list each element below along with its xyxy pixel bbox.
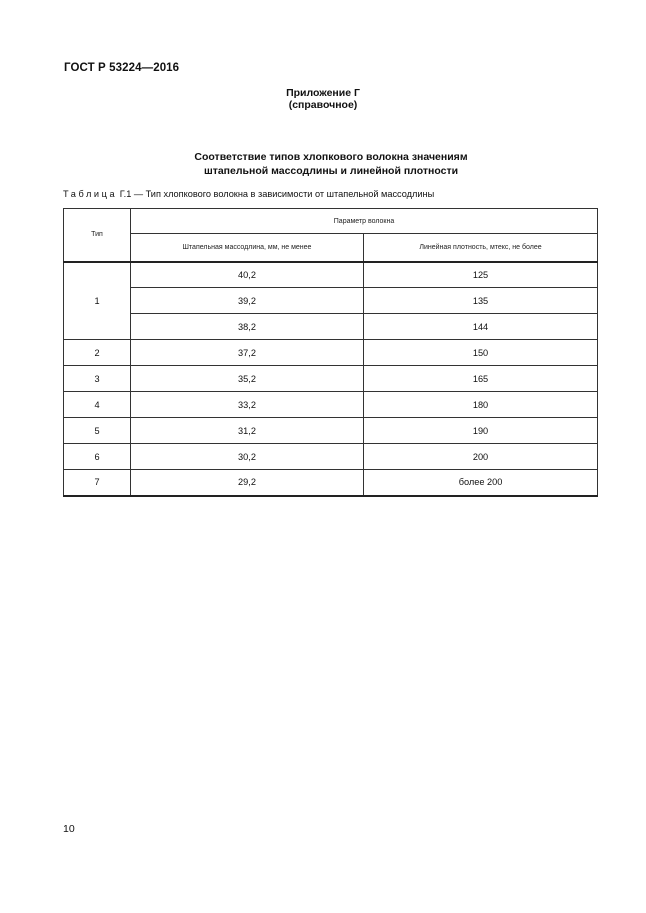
density-cell: 150 [364, 340, 598, 366]
table-row [64, 366, 598, 392]
document-code: ГОСТ Р 53224—2016 [64, 62, 180, 74]
length-cell: 39,2 [131, 288, 364, 314]
density-cell: 200 [364, 444, 598, 470]
type-cell: 2 [64, 340, 131, 366]
density-cell: 144 [364, 314, 598, 340]
header-fiber-parameter: Параметр волокна [131, 209, 598, 234]
table-row [64, 470, 598, 496]
length-cell: 33,2 [131, 392, 364, 418]
table-row [64, 418, 598, 444]
table-row [64, 444, 598, 470]
table-header [64, 209, 598, 262]
table-caption [63, 189, 434, 199]
appendix-title: Приложение Г [286, 87, 360, 99]
density-cell: 180 [364, 392, 598, 418]
type-cell: 5 [64, 418, 131, 444]
table-row [64, 340, 598, 366]
appendix-heading [0, 87, 646, 111]
section-title [0, 151, 646, 178]
header-type: Тип [64, 209, 131, 262]
length-cell: 35,2 [131, 366, 364, 392]
section-title-line-2: штапельной массодлины и линейной плотности [203, 164, 459, 177]
table-row [64, 392, 598, 418]
table-caption-text: Г.1 — Тип хлопкового волокна в зависимости от штапельной массодлины [119, 189, 435, 199]
length-cell: 38,2 [131, 314, 364, 340]
header-staple-length: Штапельная массодлина, мм, не менее [131, 234, 364, 262]
length-cell: 31,2 [131, 418, 364, 444]
density-cell: 165 [364, 366, 598, 392]
table-row [64, 288, 598, 314]
header-linear-density: Линейная плотность, мтекс, не более [364, 234, 598, 262]
table-body [64, 262, 598, 496]
density-cell: более 200 [364, 470, 598, 496]
type-cell: 3 [64, 366, 131, 392]
density-cell: 125 [364, 262, 598, 288]
length-cell: 30,2 [131, 444, 364, 470]
length-cell: 37,2 [131, 340, 364, 366]
fiber-type-table [63, 208, 598, 497]
length-cell: 40,2 [131, 262, 364, 288]
table-row [64, 262, 598, 288]
type-cell: 1 [64, 262, 131, 340]
table-row [64, 314, 598, 340]
section-title-line-1: Соответствие типов хлопкового волокна значениям [194, 151, 468, 163]
density-cell: 135 [364, 288, 598, 314]
type-cell: 7 [64, 470, 131, 496]
type-cell: 4 [64, 392, 131, 418]
table-caption-prefix: Таблица [63, 189, 118, 199]
appendix-subtitle: (справочное) [288, 99, 358, 111]
page-number: 10 [63, 823, 75, 835]
type-cell: 6 [64, 444, 131, 470]
length-cell: 29,2 [131, 470, 364, 496]
density-cell: 190 [364, 418, 598, 444]
